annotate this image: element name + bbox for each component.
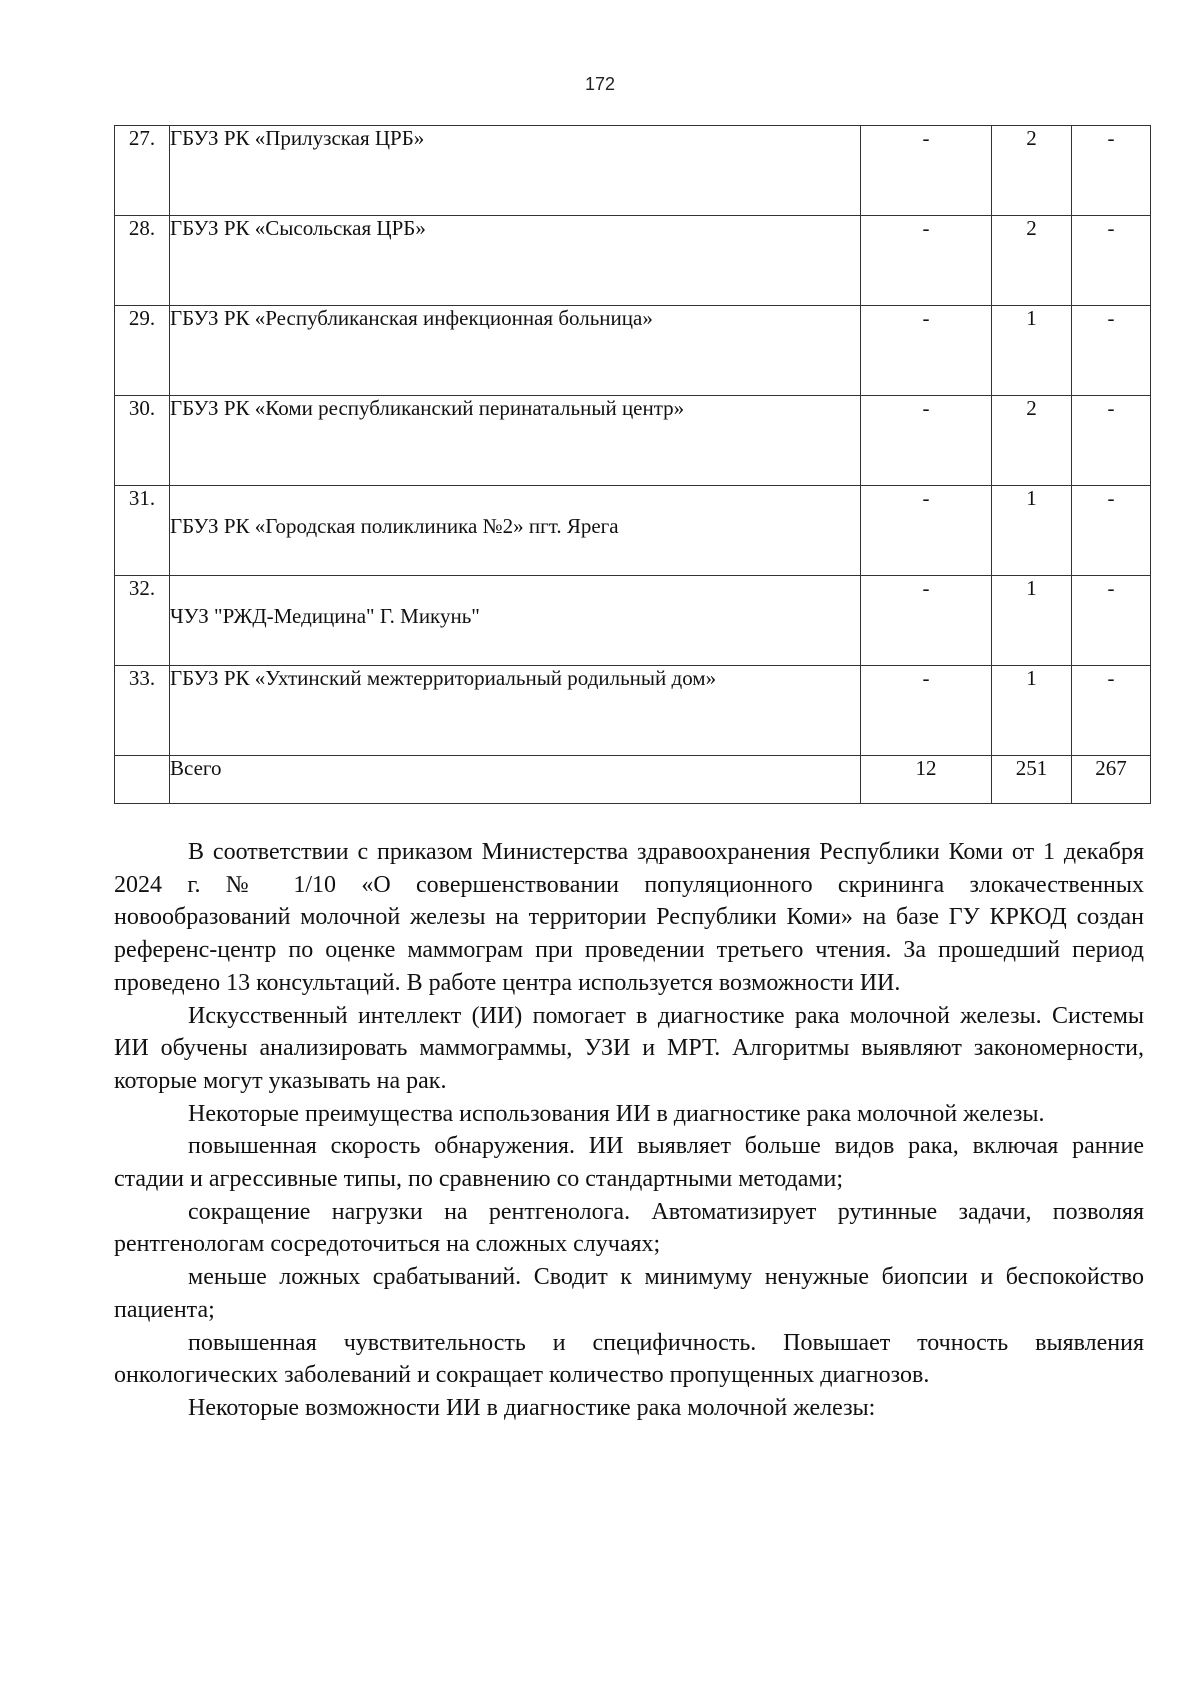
row-number: 29. [115, 306, 170, 396]
table-row [115, 396, 1151, 486]
paragraph-detection-speed: повышенная скорость обнаружения. ИИ выявляет больше видов рака, включая ранние стадии и агрессивные типы, по сравнению со стандартными методами; [114, 1133, 1144, 1193]
row-number: 30. [115, 396, 170, 486]
body-text [114, 836, 1144, 1425]
facilities-table [114, 125, 1151, 804]
paragraph-advantages-heading: Некоторые преимущества использования ИИ в диагностике рака молочной железы. [188, 1100, 1045, 1127]
value-col-1: - [861, 126, 992, 216]
paragraph-false-positives: меньше ложных срабатываний. Сводит к минимуму ненужные биопсии и беспокойство пациента; [114, 1264, 1144, 1323]
value-col-3: - [1072, 126, 1151, 216]
value-col-2: 1 [992, 576, 1072, 666]
total-label: Всего [170, 756, 861, 804]
value-col-3: - [1072, 306, 1151, 396]
value-col-1: - [861, 396, 992, 486]
table-total-row [115, 756, 1151, 804]
facility-name: ГБУЗ РК «Коми республиканский перинатальный центр» [170, 396, 861, 486]
table-body [115, 126, 1151, 804]
value-col-2: 2 [992, 216, 1072, 306]
page-number: 172 [584, 74, 616, 94]
row-number: 32. [115, 576, 170, 666]
paragraph-capabilities-heading: Некоторые возможности ИИ в диагностике рака молочной железы: [188, 1394, 876, 1421]
value-col-1: - [861, 306, 992, 396]
total-col-1: 12 [861, 756, 992, 804]
value-col-1: - [861, 486, 992, 576]
paragraph-workload: сокращение нагрузки на рентгенолога. Автоматизирует рутинные задачи, позволяя рентгенологам сосредоточиться на сложных случаях; [114, 1198, 1144, 1258]
row-number [115, 756, 170, 804]
value-col-1: - [861, 666, 992, 756]
table-row [115, 306, 1151, 396]
paragraph-order-reference: В соответствии с приказом Министерства здравоохранения Республики Коми от 1 декабря 2024 г. № 1/10 «О совершенствовании популяционного скрининга злокачественных новообразований молочной железы на территории Республики Коми» на базе ГУ КРКОД создан референс-центр по оценке маммограм при проведении третьего чтения. За прошедший период проведено 13 консультаций. В работе центра используется возможности ИИ. [114, 839, 1144, 996]
row-number: 31. [115, 486, 170, 576]
total-col-3: 267 [1072, 756, 1151, 804]
row-number: 28. [115, 216, 170, 306]
table-row [115, 216, 1151, 306]
facility-name-cell [170, 486, 861, 576]
value-col-3: - [1072, 666, 1151, 756]
row-number: 27. [115, 126, 170, 216]
table-row [115, 666, 1151, 756]
facility-name-cell [170, 576, 861, 666]
facility-name: ЧУЗ "РЖД-Медицина" Г. Микунь" [170, 604, 480, 628]
value-col-3: - [1072, 576, 1151, 666]
value-col-2: 1 [992, 666, 1072, 756]
value-col-2: 1 [992, 306, 1072, 396]
facility-name: ГБУЗ РК «Республиканская инфекционная больница» [170, 306, 861, 396]
value-col-1: - [861, 216, 992, 306]
facility-name: ГБУЗ РК «Городская поликлиника №2» пгт. Ярега [170, 514, 619, 538]
table-row [115, 486, 1151, 576]
value-col-2: 2 [992, 126, 1072, 216]
table-row [115, 126, 1151, 216]
table-row [115, 576, 1151, 666]
value-col-3: - [1072, 486, 1151, 576]
value-col-3: - [1072, 216, 1151, 306]
value-col-2: 1 [992, 486, 1072, 576]
facility-name: ГБУЗ РК «Сысольская ЦРБ» [170, 216, 861, 306]
paragraph-ai-intro: Искусственный интеллект (ИИ) помогает в диагностике рака молочной железы. Системы ИИ обучены анализировать маммограммы, УЗИ и МРТ. Алгоритмы выявляют закономерности, которые могут указывать на рак. [114, 1002, 1144, 1094]
value-col-3: - [1072, 396, 1151, 486]
facility-name: ГБУЗ РК «Ухтинский межтерриториальный родильный дом» [170, 666, 861, 756]
facility-name: ГБУЗ РК «Прилузская ЦРБ» [170, 126, 861, 216]
value-col-1: - [861, 576, 992, 666]
paragraph-sensitivity: повышенная чувствительность и специфичность. Повышает точность выявления онкологических заболеваний и сокращает количество пропущенных диагнозов. [114, 1329, 1144, 1389]
value-col-2: 2 [992, 396, 1072, 486]
total-col-2: 251 [992, 756, 1072, 804]
row-number: 33. [115, 666, 170, 756]
